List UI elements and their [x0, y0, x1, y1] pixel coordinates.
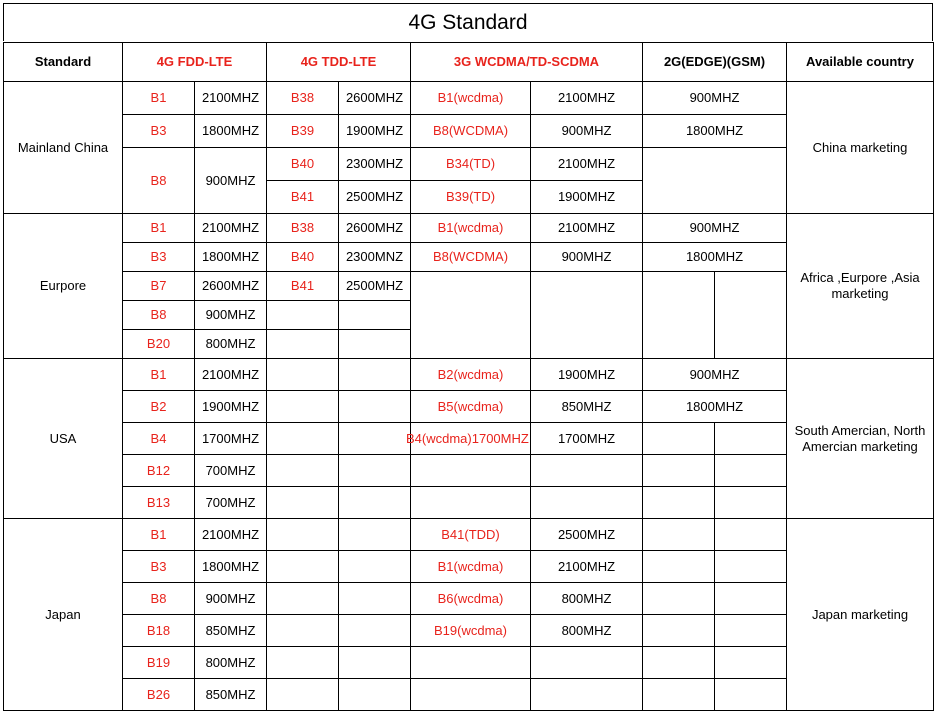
fdd-freq: 2600MHZ: [195, 272, 267, 301]
wcdma-freq: 2500MHZ: [531, 519, 643, 551]
empty-cell: [531, 647, 643, 679]
wcdma-band: B2(wcdma): [411, 359, 531, 391]
wcdma-band-text: B4(wcdma)1700MHZ: [406, 430, 529, 446]
empty-cell: [267, 359, 339, 391]
fdd-band: B3: [123, 243, 195, 272]
empty-cell: [531, 679, 643, 711]
wcdma-band: B8(WCDMA): [411, 243, 531, 272]
fdd-freq: 1700MHZ: [195, 423, 267, 455]
fdd-band: B1: [123, 519, 195, 551]
wcdma-band: B39(TD): [411, 181, 531, 214]
fdd-band: B26: [123, 679, 195, 711]
fdd-band: B12: [123, 455, 195, 487]
fdd-freq: 2100MHZ: [195, 359, 267, 391]
header-fdd: 4G FDD-LTE: [123, 43, 267, 82]
fdd-band: B3: [123, 551, 195, 583]
empty-cell: [715, 679, 787, 711]
wcdma-freq: 1900MHZ: [531, 359, 643, 391]
gsm-freq: 900MHZ: [643, 214, 787, 243]
empty-cell: [715, 423, 787, 455]
wcdma-band: B8(WCDMA): [411, 115, 531, 148]
empty-cell: [643, 148, 787, 214]
fdd-band: B8: [123, 301, 195, 330]
empty-cell: [339, 679, 411, 711]
tdd-freq: 2600MHZ: [339, 214, 411, 243]
wcdma-freq: 1700MHZ: [531, 423, 643, 455]
header-row: [4, 43, 934, 82]
empty-cell: [715, 615, 787, 647]
fdd-band: B1: [123, 214, 195, 243]
empty-cell: [267, 583, 339, 615]
wcdma-freq: 2100MHZ: [531, 551, 643, 583]
empty-cell: [715, 583, 787, 615]
fdd-band: B1: [123, 359, 195, 391]
empty-cell: [531, 487, 643, 519]
empty-cell: [643, 583, 715, 615]
empty-cell: [267, 455, 339, 487]
tdd-band: B40: [267, 148, 339, 181]
wcdma-band: B1(wcdma): [411, 214, 531, 243]
wcdma-freq: 2100MHZ: [531, 82, 643, 115]
table-title: 4G Standard: [3, 3, 933, 41]
fdd-freq: 800MHZ: [195, 330, 267, 359]
fdd-band: B3: [123, 115, 195, 148]
empty-cell: [643, 551, 715, 583]
gsm-freq: 1800MHZ: [643, 243, 787, 272]
header-gsm: 2G(EDGE)(GSM): [643, 43, 787, 82]
fdd-freq: 850MHZ: [195, 615, 267, 647]
table-row: [4, 359, 934, 391]
wcdma-freq: 900MHZ: [531, 115, 643, 148]
tdd-freq: 2500MHZ: [339, 272, 411, 301]
wcdma-freq: 900MHZ: [531, 243, 643, 272]
region-europe: Eurpore: [4, 214, 123, 359]
region-china: Mainland China: [4, 82, 123, 214]
wcdma-freq: 850MHZ: [531, 391, 643, 423]
empty-cell: [531, 455, 643, 487]
fdd-band: B4: [123, 423, 195, 455]
tdd-band: B38: [267, 214, 339, 243]
wcdma-freq: 2100MHZ: [531, 214, 643, 243]
header-standard: Standard: [4, 43, 123, 82]
tdd-band: B41: [267, 272, 339, 301]
empty-cell: [715, 519, 787, 551]
empty-cell: [267, 551, 339, 583]
empty-cell: [267, 647, 339, 679]
empty-cell: [339, 391, 411, 423]
fdd-freq: 2100MHZ: [195, 82, 267, 115]
wcdma-freq: 800MHZ: [531, 615, 643, 647]
empty-cell: [643, 455, 715, 487]
empty-cell: [715, 272, 787, 359]
empty-cell: [411, 487, 531, 519]
fdd-freq: 900MHZ: [195, 301, 267, 330]
empty-cell: [267, 487, 339, 519]
wcdma-freq: 1900MHZ: [531, 181, 643, 214]
table-row: [4, 82, 934, 115]
fdd-freq: 900MHZ: [195, 148, 267, 214]
header-country: Available country: [787, 43, 934, 82]
tdd-band: B40: [267, 243, 339, 272]
region-japan: Japan: [4, 519, 123, 711]
fdd-freq: 2100MHZ: [195, 214, 267, 243]
empty-cell: [339, 519, 411, 551]
empty-cell: [267, 330, 339, 359]
fdd-band: B13: [123, 487, 195, 519]
empty-cell: [339, 423, 411, 455]
empty-cell: [715, 487, 787, 519]
fdd-freq: 700MHZ: [195, 487, 267, 519]
tdd-freq: 2300MNZ: [339, 243, 411, 272]
wcdma-band: B19(wcdma): [411, 615, 531, 647]
table-row: [4, 519, 934, 551]
wcdma-band: B5(wcdma): [411, 391, 531, 423]
empty-cell: [643, 679, 715, 711]
tdd-band: B38: [267, 82, 339, 115]
wcdma-band: B6(wcdma): [411, 583, 531, 615]
tdd-freq: 2500MHZ: [339, 181, 411, 214]
fdd-band: B2: [123, 391, 195, 423]
empty-cell: [339, 487, 411, 519]
wcdma-band: B1(wcdma): [411, 82, 531, 115]
fdd-band: B18: [123, 615, 195, 647]
empty-cell: [267, 423, 339, 455]
header-wcdma: 3G WCDMA/TD-SCDMA: [411, 43, 643, 82]
fdd-freq: 800MHZ: [195, 647, 267, 679]
empty-cell: [643, 487, 715, 519]
fdd-freq: 850MHZ: [195, 679, 267, 711]
market-europe: Africa ,Eurpore ,Asia marketing: [787, 214, 934, 359]
fdd-freq: 900MHZ: [195, 583, 267, 615]
empty-cell: [715, 551, 787, 583]
empty-cell: [643, 615, 715, 647]
wcdma-band: B41(TDD): [411, 519, 531, 551]
tdd-freq: 2600MHZ: [339, 82, 411, 115]
gsm-freq: 900MHZ: [643, 359, 787, 391]
market-japan: Japan marketing: [787, 519, 934, 711]
band-table: [3, 42, 934, 711]
empty-cell: [643, 272, 715, 359]
gsm-freq: 900MHZ: [643, 82, 787, 115]
table-row: [4, 214, 934, 243]
wcdma-band: B34(TD): [411, 148, 531, 181]
fdd-band: B8: [123, 583, 195, 615]
empty-cell: [643, 647, 715, 679]
fdd-freq: 1800MHZ: [195, 115, 267, 148]
wcdma-band: [406, 423, 531, 455]
empty-cell: [411, 647, 531, 679]
fdd-band: B19: [123, 647, 195, 679]
market-china: China marketing: [787, 82, 934, 214]
fdd-freq: 1800MHZ: [195, 243, 267, 272]
fdd-band: B1: [123, 82, 195, 115]
empty-cell: [339, 359, 411, 391]
empty-cell: [339, 583, 411, 615]
empty-cell: [339, 615, 411, 647]
tdd-freq: 1900MHZ: [339, 115, 411, 148]
empty-cell: [339, 455, 411, 487]
empty-cell: [643, 423, 715, 455]
empty-cell: [339, 551, 411, 583]
empty-cell: [715, 455, 787, 487]
fdd-band: B7: [123, 272, 195, 301]
fdd-freq: 1800MHZ: [195, 551, 267, 583]
tdd-band: B39: [267, 115, 339, 148]
fdd-band: B20: [123, 330, 195, 359]
empty-cell: [339, 330, 411, 359]
tdd-freq: 2300MHZ: [339, 148, 411, 181]
wcdma-freq: 2100MHZ: [531, 148, 643, 181]
empty-cell: [267, 615, 339, 647]
empty-cell: [339, 301, 411, 330]
market-usa: South Amercian, North Amercian marketing: [787, 359, 934, 519]
gsm-freq: 1800MHZ: [643, 391, 787, 423]
fdd-freq: 1900MHZ: [195, 391, 267, 423]
empty-cell: [643, 519, 715, 551]
empty-cell: [715, 647, 787, 679]
fdd-freq: 2100MHZ: [195, 519, 267, 551]
gsm-freq: 1800MHZ: [643, 115, 787, 148]
empty-cell: [267, 301, 339, 330]
header-tdd: 4G TDD-LTE: [267, 43, 411, 82]
wcdma-freq: 800MHZ: [531, 583, 643, 615]
empty-cell: [339, 647, 411, 679]
empty-cell: [267, 519, 339, 551]
fdd-band: B8: [123, 148, 195, 214]
empty-cell: [411, 455, 531, 487]
empty-cell: [411, 272, 531, 359]
fdd-freq: 700MHZ: [195, 455, 267, 487]
tdd-band: B41: [267, 181, 339, 214]
empty-cell: [411, 679, 531, 711]
empty-cell: [267, 679, 339, 711]
wcdma-band: B1(wcdma): [411, 551, 531, 583]
empty-cell: [267, 391, 339, 423]
empty-cell: [531, 272, 643, 359]
region-usa: USA: [4, 359, 123, 519]
